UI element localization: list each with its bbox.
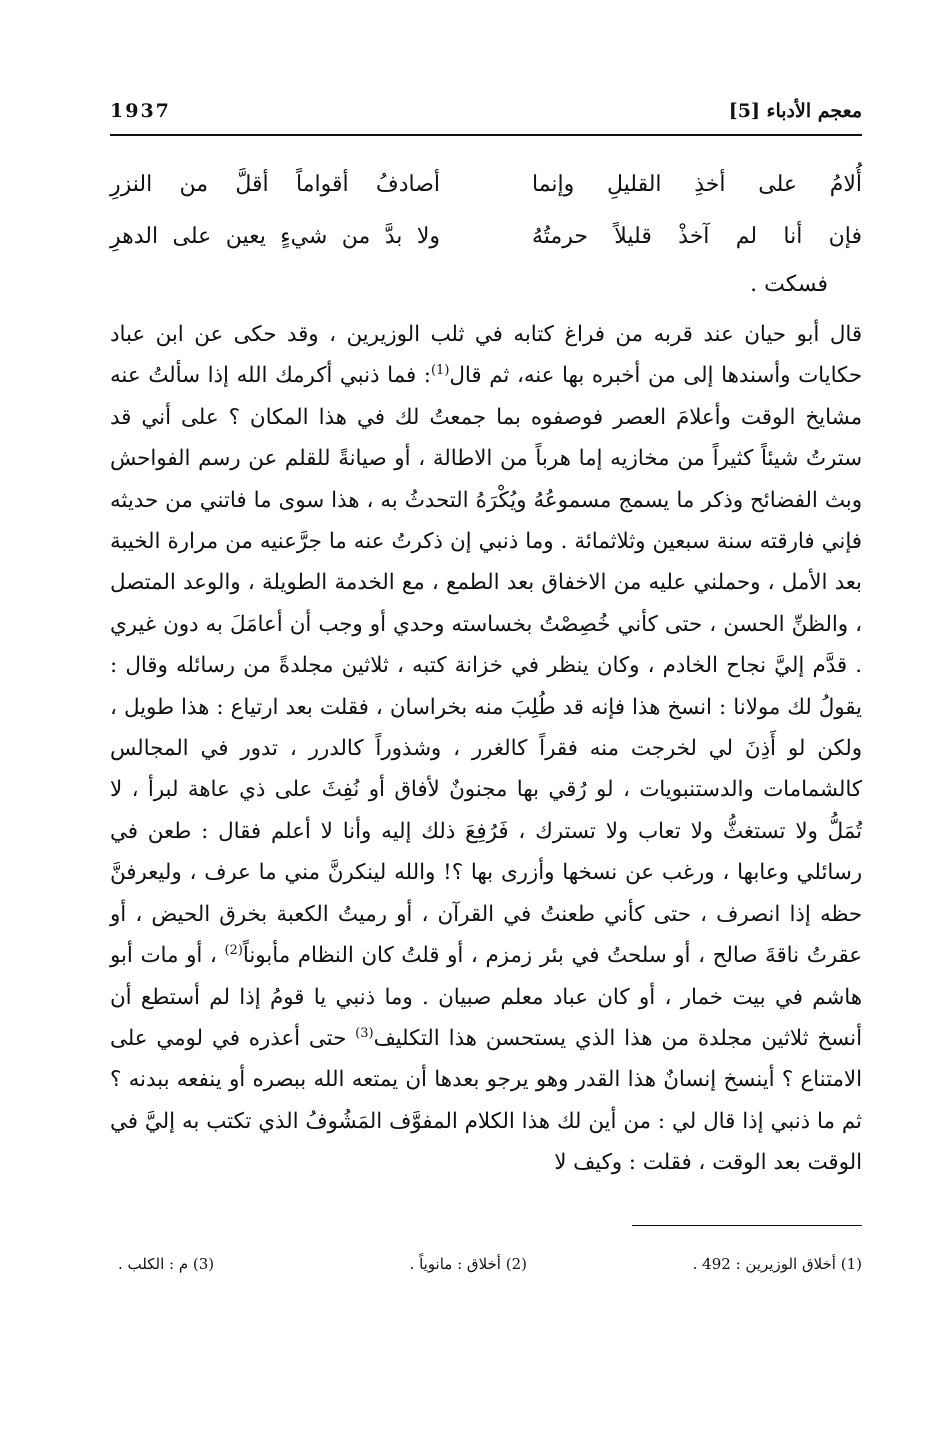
verse-first-hemistich: أُلامُ على أخذِ القليلِ وإنما — [532, 172, 862, 197]
header-rule — [110, 134, 862, 136]
verse-second-hemistich: أصادفُ أقواماً أقلَّ من النزرِ — [110, 172, 440, 197]
body-paragraph — [110, 314, 862, 1184]
footnote-2: (2) أخلاق : مانوياً . — [409, 1255, 527, 1273]
body-text-part: ، أو مات أبو هاشم في بيت خمار ، أو كان عباد معلم صبيان . وما ذنبي يا قومُ إذا لم أستطع أن أنسخ ثلاثين مجلدة من هذا الذي يستحسن هذا التكليف — [110, 943, 862, 1051]
footnote-ref-1[interactable]: (1) — [430, 363, 450, 379]
body-text-part: : فما ذنبي أكرمك الله إذا سألتُ عنه مشايخ الوقت وأعلامَ العصر فوصفوه بما جمعتُ لك في هذا المكان ؟ على أني قد سترتُ شيئاً كثيراً من مخازيه إما هرباً من الاطالة ، أو صيانةً للقلم عن رسم الفواحش وبث الفضائح وذكر ما يسمج مسموعُهُ ويُكْرَهُ التحدثُ به ، هذا سوى ما فاتني من حديثه فإني فارقته سنة سبعين وثلاثمائة . وما ذنبي إن ذكرتُ عنه ما جرَّعنيه من مرارة الخيبة بعد الأمل ، وحملني عليه من الاخفاق بعد الطمع ، مع الخدمة الطويلة ، والوعد المتصل ، والظنِّ الحسن ، حتى كأني خُصِصْتُ بخساسته وحدي أو وجب أن أعامَلَ به دون غيري . قدَّم إليَّ نجاح الخادم ، وكان ينظر في خزانة كتبه ، ثلاثين مجلدةً من رسائله وقال : يقولُ لك مولانا : انسخ هذا فإنه قد طُلِبَ منه بخراسان ، فقلت بعد ارتياع : هذا طويل ، ولكن لو أَذِنَ لي لخرجت منه فقراً كالغرر ، وشذوراً كالدرر ، تدور في المجالس كالشمامات والدستنبويات ، لو رُقي بها مجنونٌ لأفاق أو نُفِثَ على ذي عاهة لبرأ ، لا تُمَلُّ ولا تستغثُّ ولا تعاب ولا تسترك ، فَرُفِعَ ذلك إليه وأنا لا أعلم فقال : طعن في رسائلي وعابها ، ورغب عن نسخها وأزرى بها ؟! والله لينكرنَّ مني ما عرف ، وليعرفنَّ حظه إذا انصرف ، حتى كأني طعنتُ في القرآن ، أو رميتُ الكعبة بخرق الحيض ، أو عقرتُ ناقةَ صالح ، أو سلحتُ في بئر زمزم ، أو قلتُ كان النظام مأبوناً — [110, 363, 862, 969]
body-text-part: قال أبو حيان عند قربه من فراغ كتابه في ثلب الوزيرين ، وقد حكى عن ابن عباد حكايات وأسندها إلى من أخبره بها عنه، ثم قال — [110, 322, 862, 389]
verse-line — [110, 224, 862, 268]
footnote-ref-3[interactable]: (3) — [355, 1025, 374, 1041]
verse-first-hemistich: فإن أنا لم آخذْ قليلاً حرمتُهُ — [532, 224, 862, 249]
page-header — [110, 100, 862, 134]
footnote-rule — [632, 1225, 862, 1226]
footnote-ref-2[interactable]: (2) — [224, 943, 243, 958]
footnote-1: (1) أخلاق الوزيرين : 492 . — [692, 1255, 862, 1273]
verse-line — [110, 172, 862, 216]
body-text-part: حتى أعذره في لومي على الامتناع ؟ أينسخ إنسانٌ هذا القدر وهو يرجو بعدها أن يمتعه الله ببصره أو ينفعه ببدنه ؟ ثم ما ذنبي إذا قال لي : من أين لك هذا الكلام المفوَّف المَشُوفُ الذي تكتب به إليَّ في الوقت بعد الوقت ، فقلت : وكيف لا — [110, 1025, 862, 1176]
footnote-3: (3) م : الكلب . — [118, 1255, 215, 1273]
footnotes — [110, 1255, 862, 1285]
verse-second-hemistich: ولا بدَّ من شيءٍ يعين على الدهرِ — [110, 224, 440, 249]
running-title: معجم الأدباء [5] — [728, 100, 862, 122]
main-text — [110, 314, 862, 1184]
page-number: 1937 — [110, 100, 171, 122]
after-verse-text: فسكت . — [750, 272, 828, 297]
